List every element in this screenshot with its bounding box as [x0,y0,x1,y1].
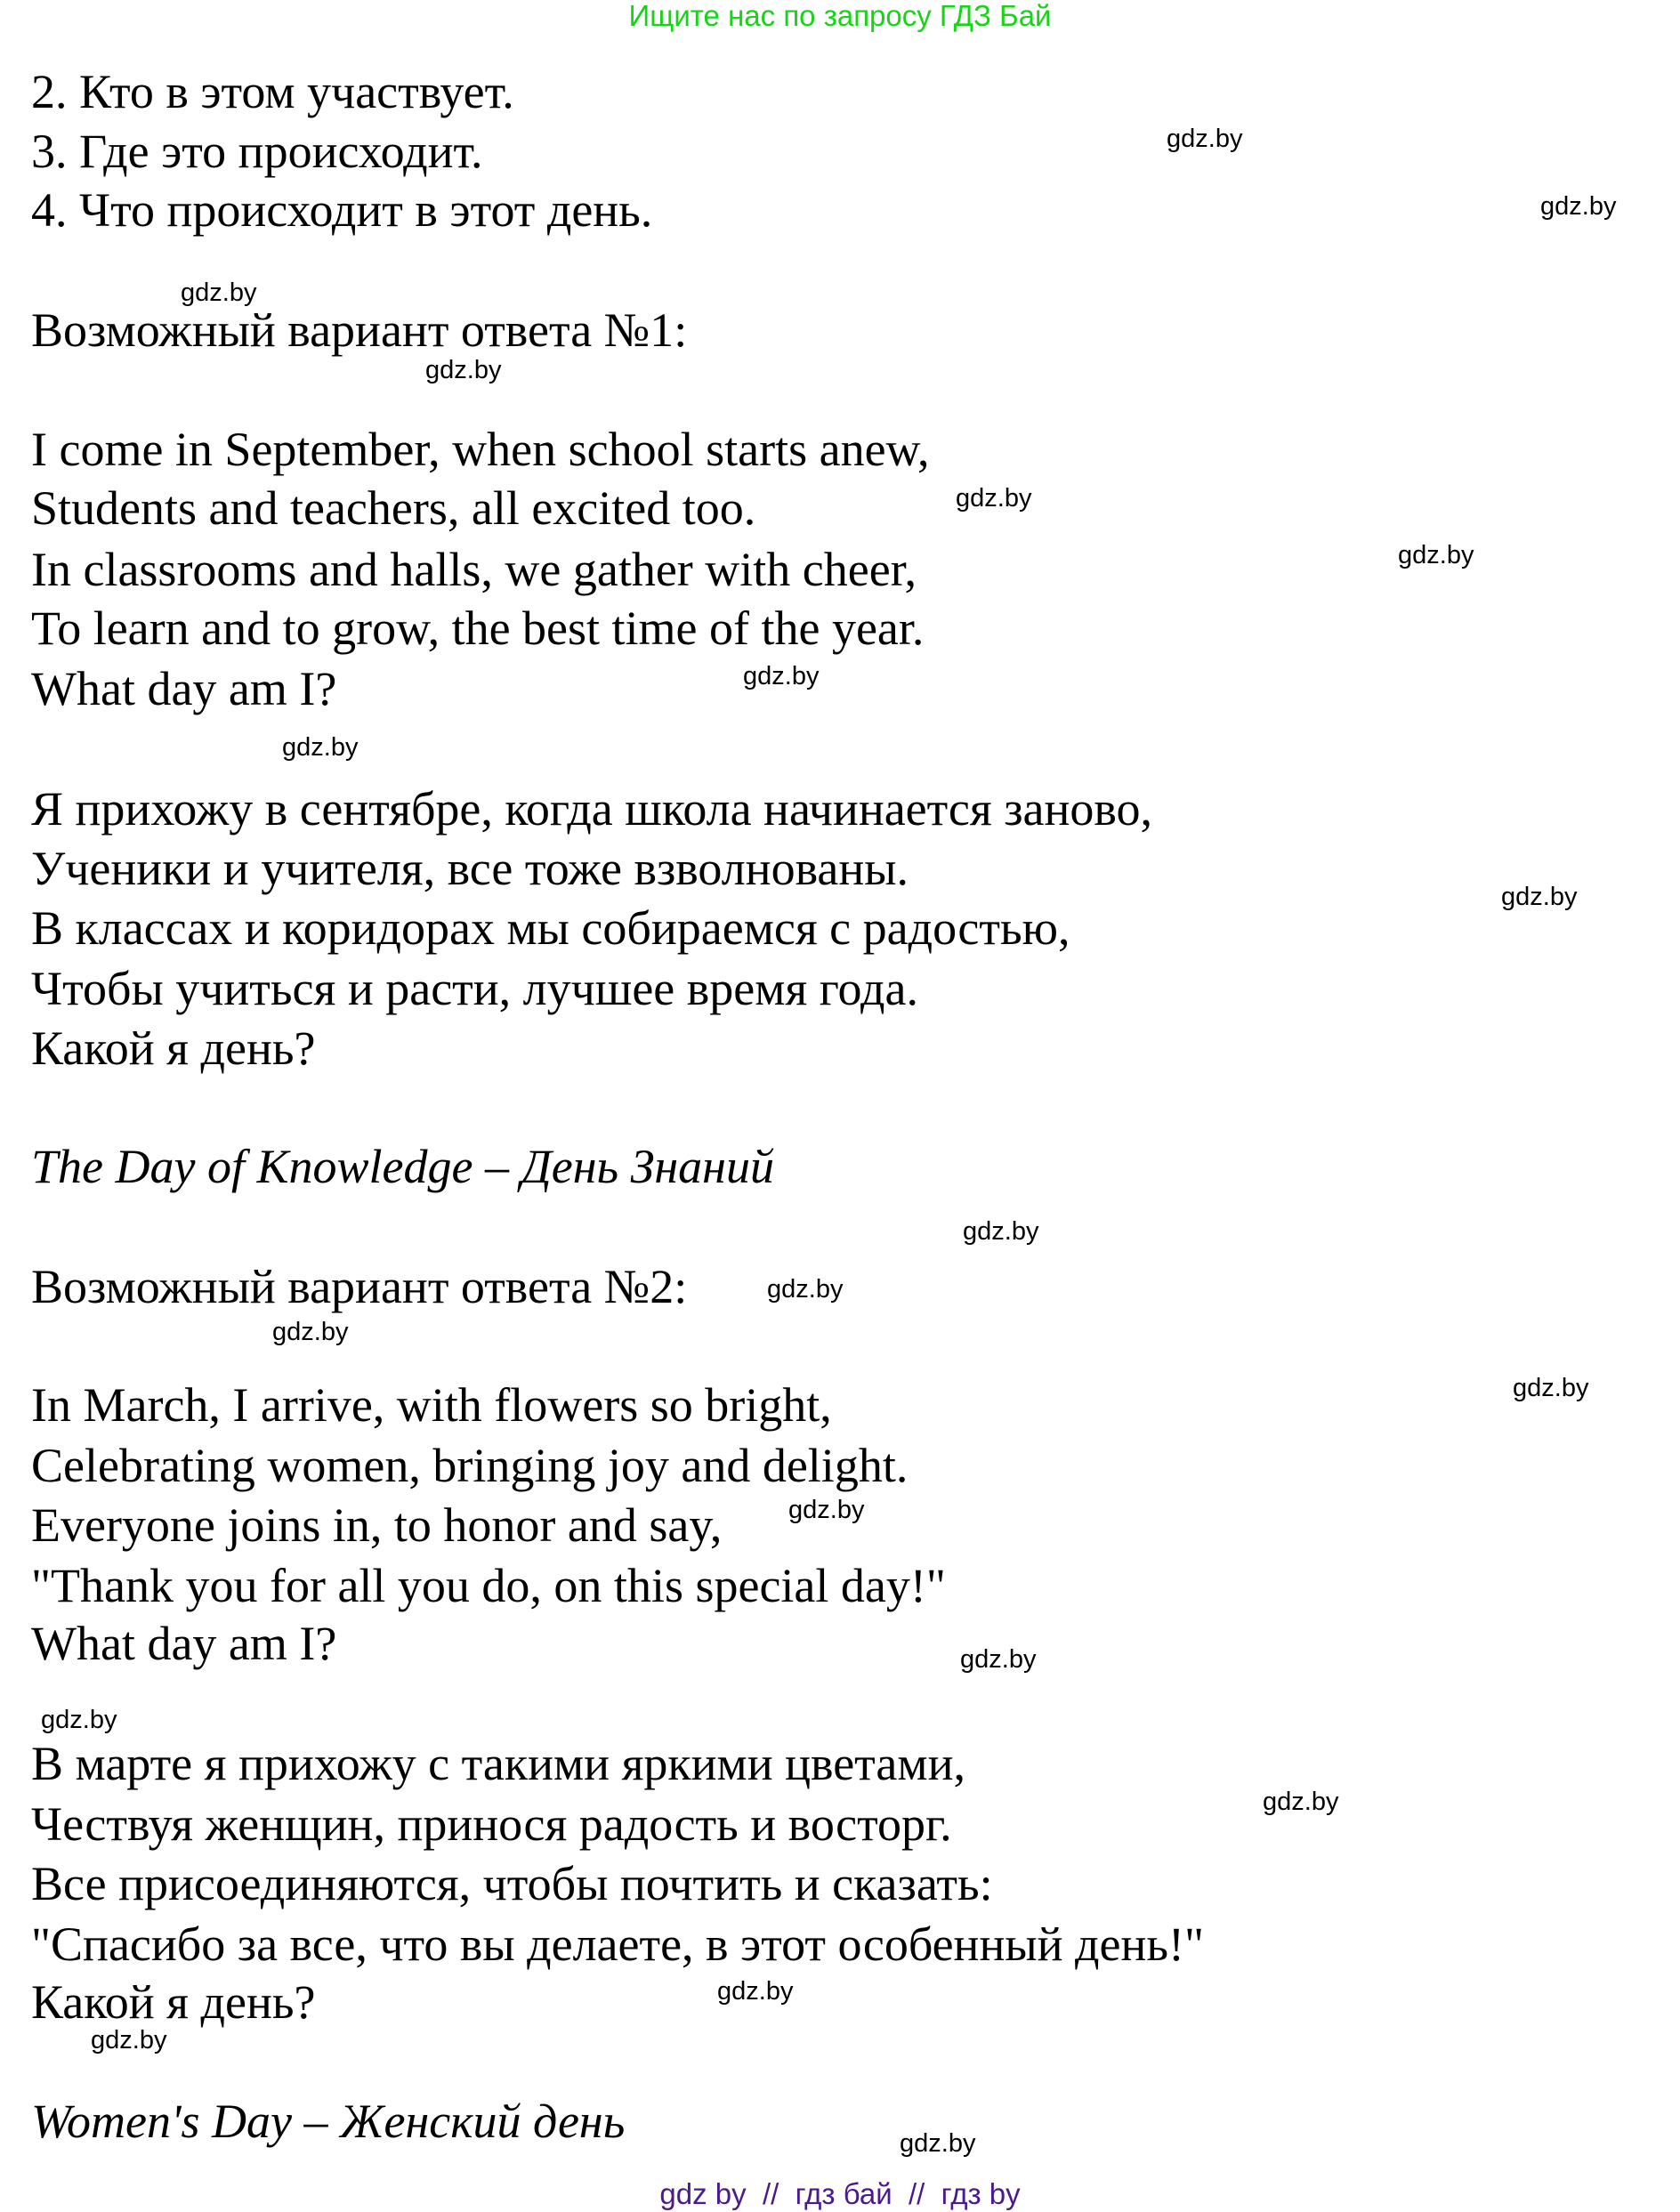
translation-line: "Спасибо за все, что вы делаете, в этот особенный день!" [31,1917,1205,1971]
watermark: gdz.by [1167,125,1243,153]
watermark: gdz.by [1513,1374,1589,1402]
answer-line: The Day of Knowledge – День Знаний [31,1140,774,1193]
footer-links[interactable]: gdz by // гдз бай // гдз by [659,2177,1021,2210]
poem-line: What day am I? [31,1617,337,1670]
translation-line: Ученики и учителя, все тоже взволнованы. [31,842,909,895]
poem-line: Celebrating women, bringing joy and delight. [31,1439,909,1492]
poem-line: I come in September, when school starts anew, [31,423,930,476]
poem-line: "Thank you for all you do, on this special day!" [31,1559,946,1612]
watermark: gdz.by [1501,883,1578,911]
header-banner[interactable]: Ищите нас по запросу ГДЗ Бай [628,0,1052,32]
translation-line: Какой я день? [31,1021,316,1075]
watermark: gdz.by [1398,541,1474,569]
watermark: gdz.by [425,356,502,384]
question-line: 4. Что происходит в этот день. [31,183,653,237]
watermark: gdz.by [1263,1788,1339,1816]
poem-line: In March, I arrive, with flowers so bright, [31,1378,832,1432]
translation-line: Все присоединяются, чтобы почтить и сказать: [31,1857,993,1910]
poem-line: In classrooms and halls, we gather with cheer, [31,543,917,596]
watermark: gdz.by [767,1275,844,1304]
watermark: gdz.by [743,662,820,690]
watermark: gdz.by [963,1217,1039,1246]
poem-line: Students and teachers, all excited too. [31,481,756,535]
watermark: gdz.by [960,1645,1037,1674]
watermark: gdz.by [788,1496,865,1524]
answer-heading: Возможный вариант ответа №2: [31,1260,688,1313]
translation-line: Чествуя женщин, принося радость и восторг. [31,1797,952,1851]
watermark: gdz.by [272,1318,349,1346]
translation-line: Какой я день? [31,1975,316,2029]
watermark: gdz.by [91,2026,167,2055]
translation-line: В классах и коридорах мы собираемся с радостью, [31,901,1070,955]
poem-line: To learn and to grow, the best time of the year. [31,601,925,655]
question-line: 2. Кто в этом участвует. [31,65,514,118]
watermark: gdz.by [956,484,1032,513]
question-line: 3. Где это происходит. [31,125,483,178]
translation-line: Я прихожу в сентябре, когда школа начинается заново, [31,782,1153,836]
watermark: gdz.by [282,733,359,762]
translation-line: В марте я прихожу с такими яркими цветами, [31,1737,965,1790]
watermark: gdz.by [717,1977,794,2006]
answer-line: Women's Day – Женский день [31,2095,626,2148]
watermark: gdz.by [181,279,257,307]
watermark: gdz.by [900,2129,976,2158]
answer-heading: Возможный вариант ответа №1: [31,303,688,357]
watermark: gdz.by [41,1706,117,1734]
watermark: gdz.by [1540,192,1617,221]
poem-line: What day am I? [31,662,337,715]
translation-line: Чтобы учиться и расти, лучшее время года. [31,962,918,1015]
poem-line: Everyone joins in, to honor and say, [31,1498,723,1552]
